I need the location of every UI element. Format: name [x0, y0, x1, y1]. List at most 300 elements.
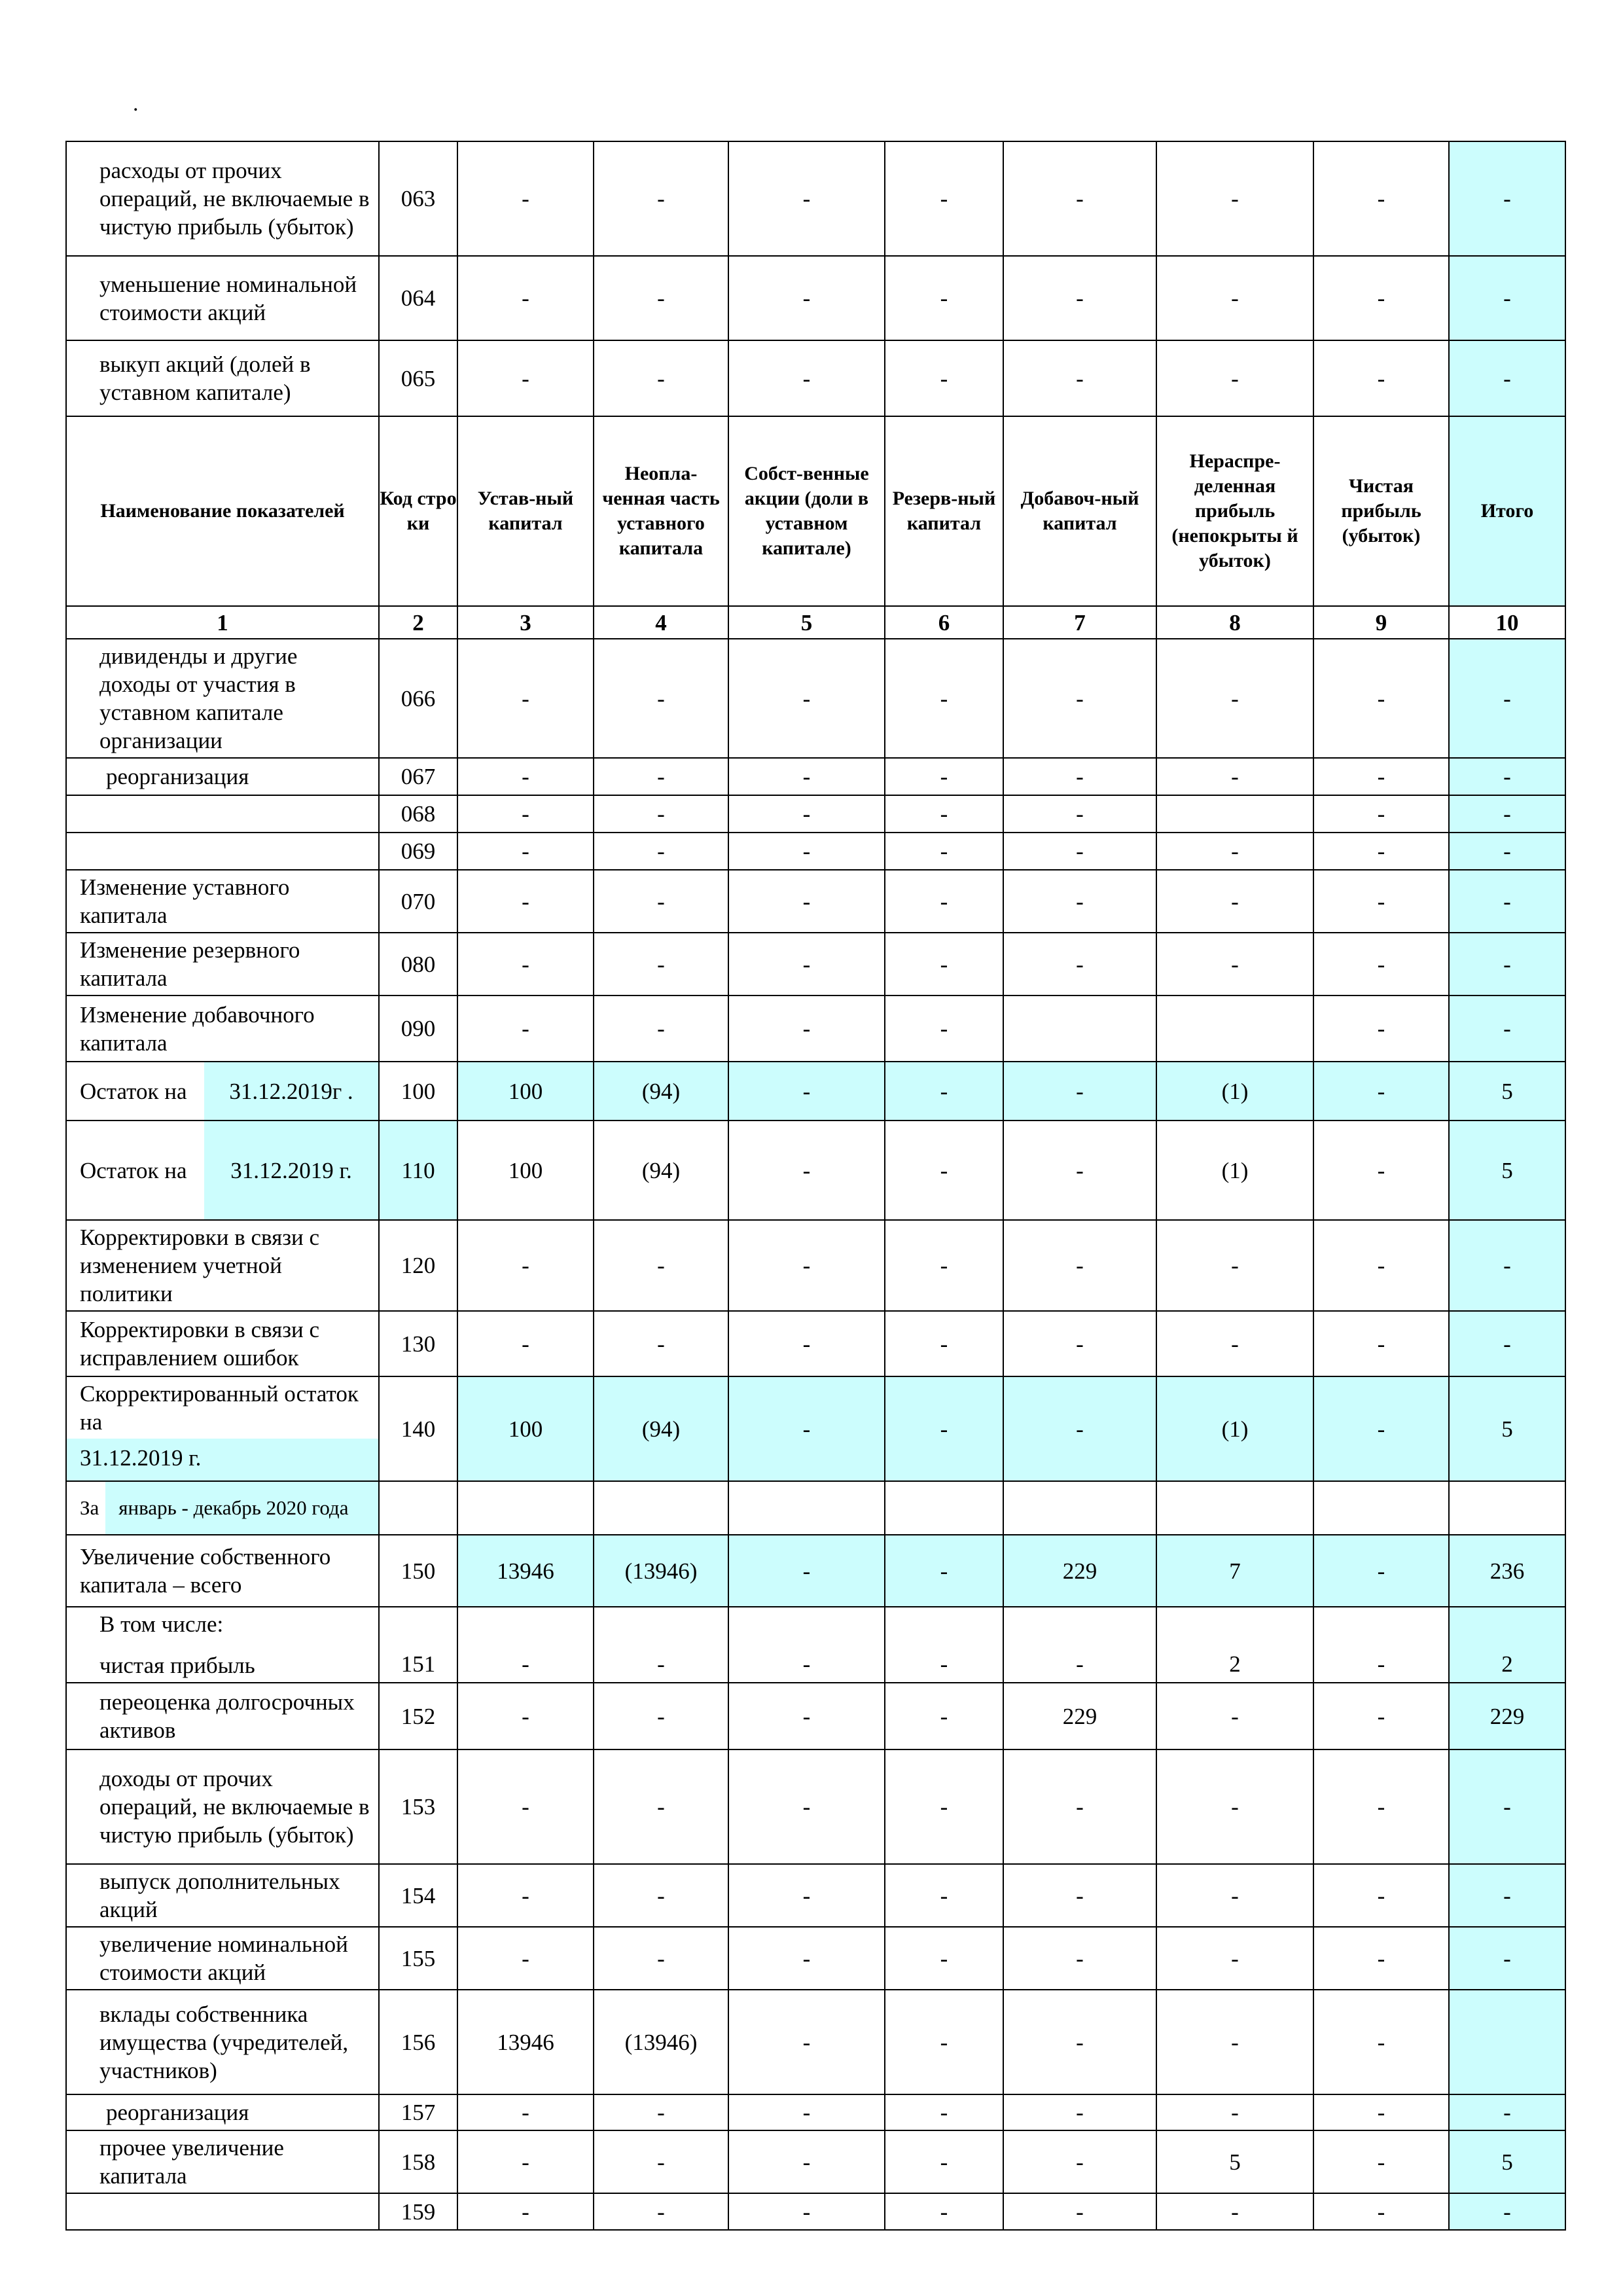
cell-col-5: - [728, 340, 885, 416]
cell-col-4: - [594, 795, 728, 833]
cell-col-5: - [728, 1927, 885, 1990]
row-name: Скорректированный остаток на [80, 1381, 359, 1435]
column-number: 2 [379, 606, 457, 639]
row-code: 159 [379, 2193, 457, 2230]
cell-col-10: 236 [1449, 1535, 1565, 1607]
cell-col-5: - [728, 1062, 885, 1121]
cell-col-4: - [594, 2193, 728, 2230]
row-name: Корректировки в связи с изменением учетной политики [66, 1220, 379, 1311]
cell-col-6: - [885, 795, 1003, 833]
cell-col-5: - [728, 2094, 885, 2130]
cell-col-10: - [1449, 1220, 1565, 1311]
cell-col-3: - [457, 1607, 594, 1683]
cell-col-8: 5 [1156, 2130, 1313, 2193]
cell-col-8: - [1156, 1927, 1313, 1990]
cell-col-4: - [594, 1311, 728, 1376]
cell-col-7: - [1003, 1927, 1156, 1990]
cell-col-9: - [1313, 340, 1449, 416]
table-row [66, 1220, 1565, 1311]
row-name: Изменение уставного капитала [66, 870, 379, 933]
cell-col-6: - [885, 2130, 1003, 2193]
cell-col-6: - [885, 141, 1003, 256]
row-name: чистая прибыль [99, 1653, 255, 1678]
header-c3: Устав-ный капитал [457, 416, 594, 606]
group-heading: В том числе: [99, 1611, 224, 1637]
row-name: выкуп акций (долей в уставном капитале) [66, 340, 379, 416]
cell-col-4: - [594, 1607, 728, 1683]
table-row [66, 758, 1565, 795]
cell-col-9: - [1313, 2193, 1449, 2230]
cell-col-9: - [1313, 1121, 1449, 1220]
cell-col-6: - [885, 1062, 1003, 1121]
cell-col-8: - [1156, 833, 1313, 870]
cell-col-8: - [1156, 933, 1313, 996]
cell-col-7: - [1003, 1864, 1156, 1927]
table-row [66, 833, 1565, 870]
cell-col-7: - [1003, 1311, 1156, 1376]
page-mark: . [133, 92, 139, 116]
cell-col-5: - [728, 1121, 885, 1220]
cell-col-9: - [1313, 833, 1449, 870]
row-name: выпуск дополнительных акций [66, 1864, 379, 1927]
cell-col-9: - [1313, 141, 1449, 256]
cell-col-8: - [1156, 2193, 1313, 2230]
column-number: 8 [1156, 606, 1313, 639]
row-code: 070 [379, 870, 457, 933]
row-code: 100 [379, 1062, 457, 1121]
row-code: 156 [379, 1990, 457, 2094]
column-number: 7 [1003, 606, 1156, 639]
cell-col-3: - [457, 340, 594, 416]
cell-col-9: - [1313, 1990, 1449, 2094]
cell-col-9: - [1313, 1062, 1449, 1121]
header-c5: Собст-венные акции (доли в уставном капитале) [728, 416, 885, 606]
table-row [66, 1864, 1565, 1927]
table-row [66, 1990, 1565, 2094]
adjusted-balance-cell [66, 1376, 379, 1481]
cell-col-10: - [1449, 833, 1565, 870]
cell-col-3: - [457, 639, 594, 758]
cell-col-3: - [457, 996, 594, 1062]
cell-col-7: 229 [1003, 1683, 1156, 1749]
cell-col-9: - [1313, 758, 1449, 795]
row-code: 151 [379, 1607, 457, 1683]
cell-col-9: - [1313, 2130, 1449, 2193]
cell-col-5: - [728, 1311, 885, 1376]
cell-col-10: - [1449, 870, 1565, 933]
cell-col-10: - [1449, 2094, 1565, 2130]
cell-col-4: (94) [594, 1062, 728, 1121]
cell-col-6: - [885, 256, 1003, 340]
cell-col-7: - [1003, 758, 1156, 795]
cell-col-7: - [1003, 2193, 1156, 2230]
table-row [66, 1121, 1565, 1220]
table-row [66, 1607, 1565, 1683]
cell-col-10: 5 [1449, 1376, 1565, 1481]
cell-col-8: - [1156, 1311, 1313, 1376]
cell-col-6: - [885, 1927, 1003, 1990]
column-number: 10 [1449, 606, 1565, 639]
cell-col-7: - [1003, 2094, 1156, 2130]
header-c10: Итого [1449, 416, 1565, 606]
cell-col-7: - [1003, 639, 1156, 758]
table-row [66, 795, 1565, 833]
header-c9: Чистая прибыль (убыток) [1313, 416, 1449, 606]
cell-col-7: - [1003, 1990, 1156, 2094]
cell-col-10: - [1449, 933, 1565, 996]
cell-col-10: 5 [1449, 2130, 1565, 2193]
header-c4: Неопла-ченная часть уставного капитала [594, 416, 728, 606]
cell-col-10: - [1449, 2193, 1565, 2230]
cell-col-5: - [728, 870, 885, 933]
cell-col-5: - [728, 758, 885, 795]
column-number: 5 [728, 606, 885, 639]
column-numbers-row [66, 606, 1565, 639]
cell-col-3: - [457, 2193, 594, 2230]
cell-col-5: - [728, 1749, 885, 1864]
balance-date: 31.12.2019 г. [204, 1121, 378, 1219]
header-c8: Нераспре-деленная прибыль (непокрыты й убыток) [1156, 416, 1313, 606]
cell-col-3: 100 [457, 1062, 594, 1121]
cell-col-6: - [885, 1683, 1003, 1749]
cell-col-4: - [594, 996, 728, 1062]
cell-col-4: - [594, 1864, 728, 1927]
cell-col-9: - [1313, 1864, 1449, 1927]
row-name: Увеличение собственного капитала – всего [66, 1535, 379, 1607]
row-name: прочее увеличение капитала [66, 2130, 379, 2193]
cell-col-10: - [1449, 1864, 1565, 1927]
cell-col-7: - [1003, 340, 1156, 416]
cell-col-4: (13946) [594, 1535, 728, 1607]
cell-col-6: - [885, 833, 1003, 870]
cell-col-5: - [728, 1864, 885, 1927]
cell-col-8: - [1156, 1749, 1313, 1864]
cell-col-8: - [1156, 758, 1313, 795]
cell-col-7: - [1003, 141, 1156, 256]
cell-col-4: - [594, 2094, 728, 2130]
cell-col-9: - [1313, 870, 1449, 933]
cell-col-4: - [594, 870, 728, 933]
table-row [66, 1535, 1565, 1607]
table-row [66, 639, 1565, 758]
row-code: 066 [379, 639, 457, 758]
row-name: увеличение номинальной стоимости акций [66, 1927, 379, 1990]
cell-col-9: - [1313, 639, 1449, 758]
cell-col-4: - [594, 639, 728, 758]
cell-col-5: - [728, 833, 885, 870]
row-code: 090 [379, 996, 457, 1062]
cell-col-7: - [1003, 1376, 1156, 1481]
cell-col-5: - [728, 1535, 885, 1607]
cell-col-10: - [1449, 1927, 1565, 1990]
cell-col-4: - [594, 256, 728, 340]
table-row [66, 870, 1565, 933]
table-row [66, 2130, 1565, 2193]
row-name: реорганизация [66, 758, 379, 795]
cell-col-8: - [1156, 639, 1313, 758]
header-name: Наименование показателей [66, 416, 379, 606]
cell-col-9: - [1313, 795, 1449, 833]
table-row [66, 1481, 1565, 1535]
cell-col-6: - [885, 1864, 1003, 1927]
row-code: 155 [379, 1927, 457, 1990]
cell-col-3: - [457, 1683, 594, 1749]
cell-col-7: - [1003, 1220, 1156, 1311]
cell-col-4: - [594, 1927, 728, 1990]
column-number: 9 [1313, 606, 1449, 639]
cell-col-6: - [885, 2094, 1003, 2130]
header-c6: Резерв-ный капитал [885, 416, 1003, 606]
balance-label-cell [66, 1121, 379, 1220]
cell-col-6: - [885, 1990, 1003, 2094]
row-code: 065 [379, 340, 457, 416]
column-number: 1 [66, 606, 379, 639]
table-row [66, 141, 1565, 256]
cell-col-3: 100 [457, 1376, 594, 1481]
cell-col-8: - [1156, 1990, 1313, 2094]
cell-col-4: - [594, 340, 728, 416]
cell-col-8: - [1156, 340, 1313, 416]
cell-col-3: 13946 [457, 1535, 594, 1607]
column-number: 4 [594, 606, 728, 639]
row-code: 150 [379, 1535, 457, 1607]
cell-col-7: - [1003, 2130, 1156, 2193]
cell-col-3: - [457, 1311, 594, 1376]
cell-col-8: - [1156, 1683, 1313, 1749]
row-code: 110 [379, 1121, 457, 1220]
period-label: За [80, 1496, 99, 1519]
cell-col-3: - [457, 1220, 594, 1311]
cell-col-10: - [1449, 996, 1565, 1062]
table-row [66, 933, 1565, 996]
cell-col-3: 13946 [457, 1990, 594, 2094]
table-row [66, 1311, 1565, 1376]
header-row [66, 416, 1565, 606]
cell-col-4: (94) [594, 1121, 728, 1220]
cell-col-9: - [1313, 933, 1449, 996]
cell-col-9: - [1313, 2094, 1449, 2130]
cell-col-7: - [1003, 1062, 1156, 1121]
row-name: Корректировки в связи с исправлением ошибок [66, 1311, 379, 1376]
cell-col-7: - [1003, 1749, 1156, 1864]
table-row [66, 1927, 1565, 1990]
cell-col-9: - [1313, 1607, 1449, 1683]
row-code: 130 [379, 1311, 457, 1376]
table-row [66, 256, 1565, 340]
cell-col-4: - [594, 141, 728, 256]
cell-col-6: - [885, 2193, 1003, 2230]
cell-col-7: - [1003, 833, 1156, 870]
cell-col-5: - [728, 2193, 885, 2230]
cell-col-5: - [728, 933, 885, 996]
cell-col-8 [1156, 996, 1313, 1062]
cell-col-10: 2 [1449, 1607, 1565, 1683]
table-row [66, 2193, 1565, 2230]
cell-col-4: - [594, 833, 728, 870]
cell-col-6: - [885, 870, 1003, 933]
row-code: 064 [379, 256, 457, 340]
cell-col-6: - [885, 1607, 1003, 1683]
cell-col-3: - [457, 1864, 594, 1927]
cell-col-10: - [1449, 758, 1565, 795]
row-name: дивиденды и другие доходы от участия в уставном капитале организации [66, 639, 379, 758]
row-name-cell [66, 1607, 379, 1683]
cell-col-6: - [885, 996, 1003, 1062]
cell-col-6: - [885, 1311, 1003, 1376]
row-code: 158 [379, 2130, 457, 2193]
cell-col-5: - [728, 1683, 885, 1749]
cell-col-7 [1003, 996, 1156, 1062]
cell-col-10: - [1449, 795, 1565, 833]
cell-col-4: (94) [594, 1376, 728, 1481]
balance-label-cell [66, 1062, 379, 1121]
row-name: Изменение резервного капитала [66, 933, 379, 996]
cell-col-8: (1) [1156, 1121, 1313, 1220]
row-code: 120 [379, 1220, 457, 1311]
cell-col-8: - [1156, 141, 1313, 256]
cell-col-3: - [457, 933, 594, 996]
cell-col-7: - [1003, 256, 1156, 340]
cell-col-10: - [1449, 340, 1565, 416]
cell-col-6: - [885, 1220, 1003, 1311]
cell-col-3: 100 [457, 1121, 594, 1220]
cell-col-8 [1156, 795, 1313, 833]
cell-col-10 [1449, 1990, 1565, 2094]
table-row [66, 1683, 1565, 1749]
cell-col-6: - [885, 758, 1003, 795]
cell-col-5: - [728, 996, 885, 1062]
cell-col-9: - [1313, 1311, 1449, 1376]
row-date: 31.12.2019 г. [67, 1439, 378, 1480]
cell-col-5: - [728, 256, 885, 340]
cell-col-7: - [1003, 1121, 1156, 1220]
row-name: расходы от прочих операций, не включаемые в чистую прибыль (убыток) [66, 141, 379, 256]
cell-col-3: - [457, 2130, 594, 2193]
cell-col-6: - [885, 1535, 1003, 1607]
cell-col-8: - [1156, 256, 1313, 340]
cell-col-10: - [1449, 141, 1565, 256]
row-name [66, 833, 379, 870]
period-cell [66, 1481, 379, 1535]
row-name: Изменение добавочного капитала [66, 996, 379, 1062]
cell-col-4: - [594, 933, 728, 996]
cell-col-3: - [457, 1927, 594, 1990]
row-code: 153 [379, 1749, 457, 1864]
row-name: реорганизация [66, 2094, 379, 2130]
cell-col-8: - [1156, 1864, 1313, 1927]
row-name: вклады собственника имущества (учредителей, участников) [66, 1990, 379, 2094]
cell-col-10: 5 [1449, 1121, 1565, 1220]
balance-date: 31.12.2019г . [204, 1062, 378, 1120]
cell-col-8: - [1156, 2094, 1313, 2130]
cell-col-8: - [1156, 870, 1313, 933]
period-value: январь - декабрь 2020 года [105, 1482, 378, 1534]
cell-col-6: - [885, 639, 1003, 758]
cell-col-4: - [594, 1683, 728, 1749]
column-number: 6 [885, 606, 1003, 639]
cell-col-10: - [1449, 256, 1565, 340]
cell-col-9: - [1313, 996, 1449, 1062]
cell-col-9: - [1313, 1535, 1449, 1607]
cell-col-9: - [1313, 1927, 1449, 1990]
cell-col-7: - [1003, 933, 1156, 996]
balance-label: Остаток на [80, 1078, 187, 1104]
row-name [66, 2193, 379, 2230]
cell-col-5: - [728, 2130, 885, 2193]
cell-col-6: - [885, 1749, 1003, 1864]
row-code: 063 [379, 141, 457, 256]
cell-col-4: - [594, 758, 728, 795]
cell-col-5: - [728, 1376, 885, 1481]
row-code: 067 [379, 758, 457, 795]
capital-changes-table [65, 141, 1561, 2231]
cell-col-3: - [457, 141, 594, 256]
row-code: 157 [379, 2094, 457, 2130]
cell-col-10: - [1449, 1311, 1565, 1376]
cell-col-8: (1) [1156, 1376, 1313, 1481]
cell-col-5: - [728, 141, 885, 256]
cell-col-6: - [885, 933, 1003, 996]
row-name: уменьшение номинальной стоимости акций [66, 256, 379, 340]
cell-col-3: - [457, 870, 594, 933]
row-code: 154 [379, 1864, 457, 1927]
cell-col-9: - [1313, 1220, 1449, 1311]
cell-col-7: - [1003, 795, 1156, 833]
table-row [66, 1062, 1565, 1121]
cell-col-3: - [457, 256, 594, 340]
header-code: Код стро ки [379, 416, 457, 606]
cell-col-3: - [457, 758, 594, 795]
cell-col-10: - [1449, 1749, 1565, 1864]
row-name [66, 795, 379, 833]
cell-col-4: - [594, 1220, 728, 1311]
cell-col-3: - [457, 2094, 594, 2130]
cell-col-7: 229 [1003, 1535, 1156, 1607]
column-number: 3 [457, 606, 594, 639]
table-row [66, 996, 1565, 1062]
balance-label: Остаток на [80, 1157, 187, 1183]
row-code: 140 [379, 1376, 457, 1481]
table-row [66, 2094, 1565, 2130]
cell-col-3: - [457, 795, 594, 833]
cell-col-5: - [728, 1607, 885, 1683]
cell-col-9: - [1313, 1749, 1449, 1864]
cell-col-8: - [1156, 1220, 1313, 1311]
cell-col-4: - [594, 2130, 728, 2193]
cell-col-5: - [728, 1220, 885, 1311]
table-row [66, 1376, 1565, 1481]
cell-col-3: - [457, 833, 594, 870]
cell-col-8: 7 [1156, 1535, 1313, 1607]
row-code: 069 [379, 833, 457, 870]
row-name: переоценка долгосрочных активов [66, 1683, 379, 1749]
cell-col-9: - [1313, 256, 1449, 340]
row-code: 068 [379, 795, 457, 833]
table-row [66, 340, 1565, 416]
cell-col-6: - [885, 1376, 1003, 1481]
row-name: доходы от прочих операций, не включаемые в чистую прибыль (убыток) [66, 1749, 379, 1864]
cell-col-6: - [885, 1121, 1003, 1220]
cell-col-5: - [728, 795, 885, 833]
cell-col-10: - [1449, 639, 1565, 758]
row-code: 152 [379, 1683, 457, 1749]
cell-col-7: - [1003, 1607, 1156, 1683]
cell-col-9: - [1313, 1376, 1449, 1481]
cell-col-10: 5 [1449, 1062, 1565, 1121]
cell-col-5: - [728, 639, 885, 758]
row-code: 080 [379, 933, 457, 996]
cell-col-3: - [457, 1749, 594, 1864]
